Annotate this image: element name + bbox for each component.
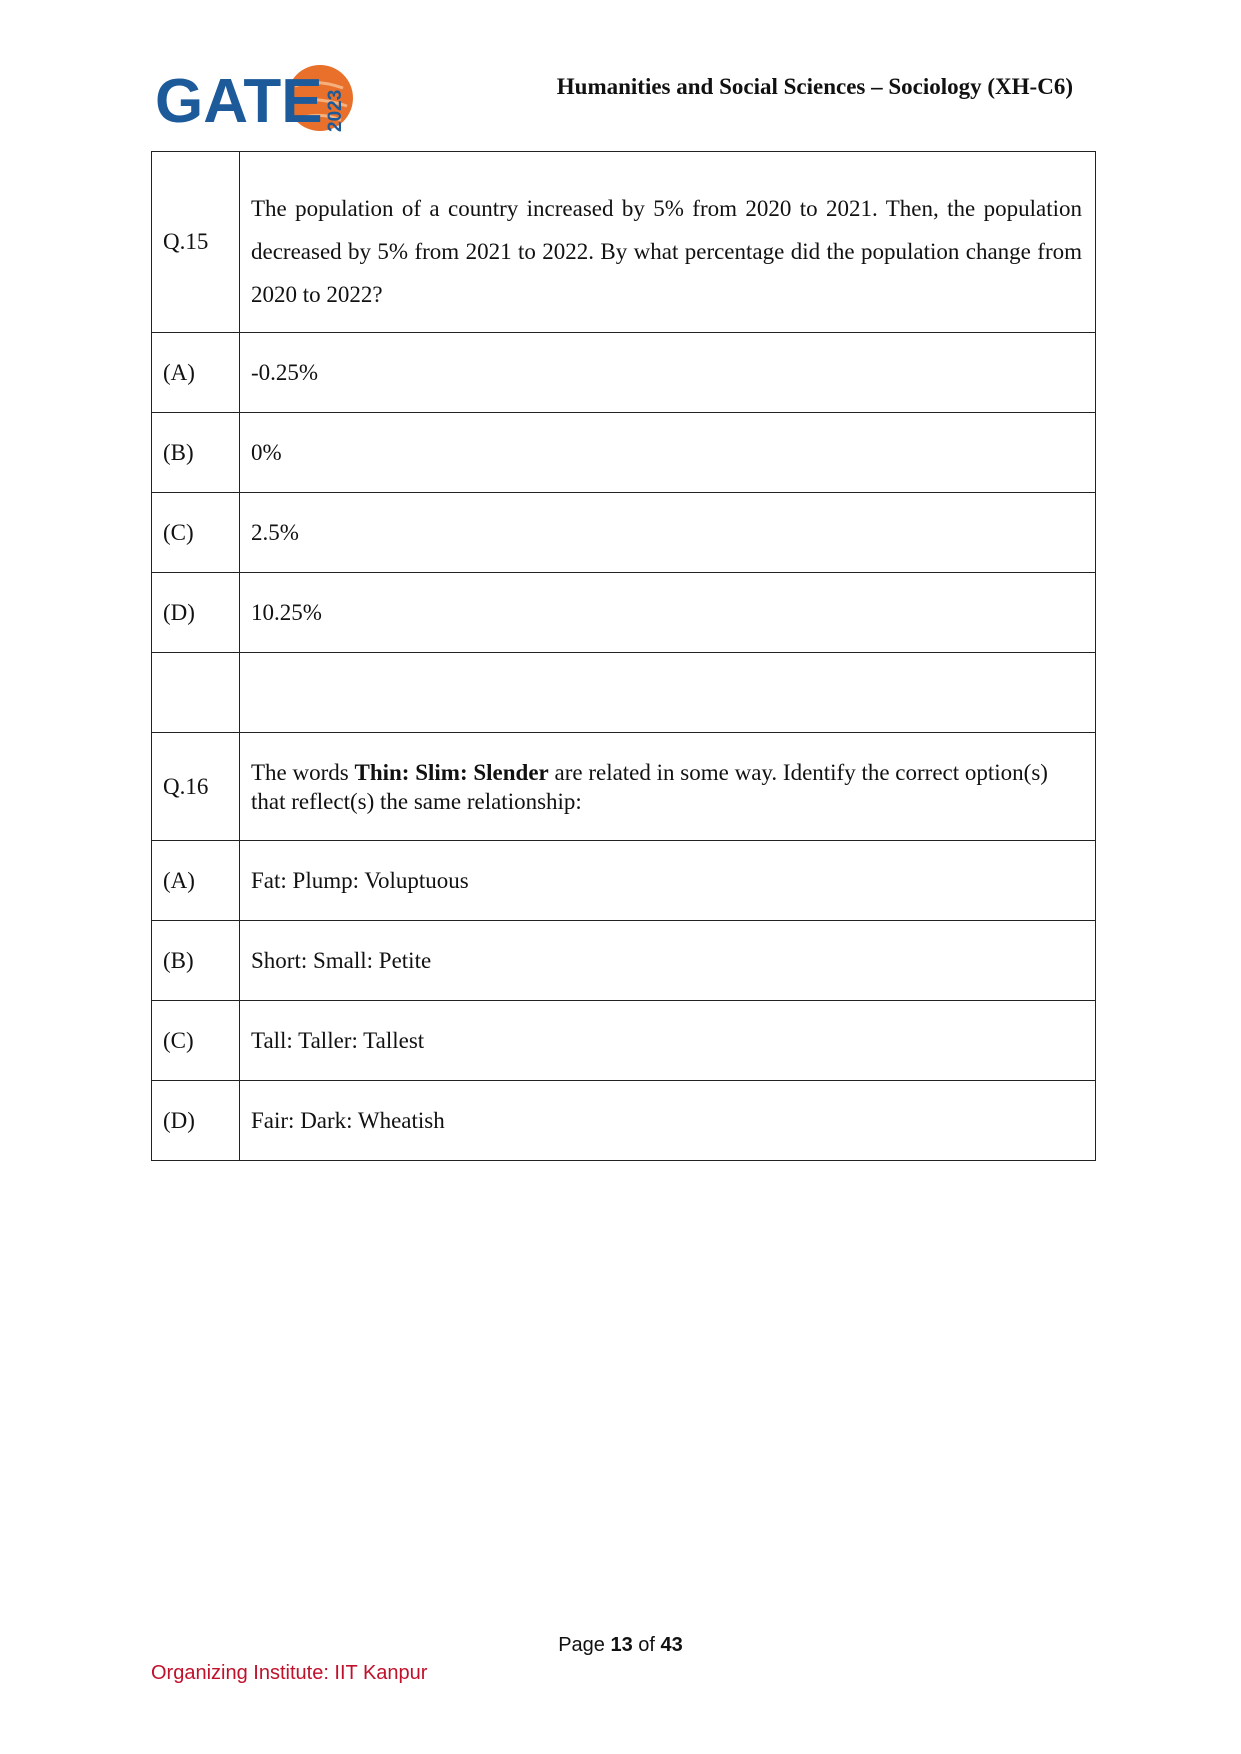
spacer-row	[152, 653, 1096, 733]
question-row	[152, 152, 1096, 333]
option-label: (D)	[152, 1081, 240, 1161]
gate-2023-logo	[155, 58, 365, 138]
option-row	[152, 1001, 1096, 1081]
option-row	[152, 493, 1096, 573]
current-page: 13	[610, 1634, 633, 1656]
option-text: 2.5%	[240, 493, 1096, 573]
question-text-end: are related in some way. Identify the correct option(s) that reflect(s) the same relationship:	[251, 759, 1048, 814]
option-text: Fair: Dark: Wheatish	[240, 1081, 1096, 1161]
option-row	[152, 333, 1096, 413]
question-number: Q.15	[152, 152, 240, 333]
question-row	[152, 733, 1096, 841]
option-text: -0.25%	[240, 333, 1096, 413]
option-row	[152, 921, 1096, 1001]
option-label: (A)	[152, 333, 240, 413]
option-row	[152, 841, 1096, 921]
option-label: (D)	[152, 573, 240, 653]
logo-text: GATE	[155, 67, 323, 136]
option-text: Fat: Plump: Voluptuous	[240, 841, 1096, 921]
option-row	[152, 413, 1096, 493]
option-label: (B)	[152, 413, 240, 493]
question-text: The population of a country increased by 5% from 2020 to 2021. Then, the population decreased by 5% from 2021 to 2022. By what percentage did the population change from 2020 to 2022?	[240, 152, 1096, 333]
option-row	[152, 1081, 1096, 1161]
option-label: (A)	[152, 841, 240, 921]
option-text: Tall: Taller: Tallest	[240, 1001, 1096, 1081]
question-text-start: The words	[251, 759, 355, 785]
question-table	[151, 151, 1096, 1161]
question-number: Q.16	[152, 733, 240, 841]
option-label: (C)	[152, 1001, 240, 1081]
option-label: (C)	[152, 493, 240, 573]
paper-title: Humanities and Social Sciences – Sociology (XH-C6)	[556, 74, 1073, 99]
option-label: (B)	[152, 921, 240, 1001]
question-bold-words: Thin: Slim: Slender	[354, 759, 549, 785]
organizing-institute: Organizing Institute: IIT Kanpur	[151, 1662, 428, 1684]
option-text: 10.25%	[240, 573, 1096, 653]
page-number: Page 13 of 43	[558, 1634, 683, 1656]
total-pages: 43	[660, 1634, 683, 1656]
option-text: Short: Small: Petite	[240, 921, 1096, 1001]
logo-year: 2023	[325, 89, 346, 132]
option-text: 0%	[240, 413, 1096, 493]
option-row	[152, 573, 1096, 653]
question-text	[240, 733, 1096, 841]
